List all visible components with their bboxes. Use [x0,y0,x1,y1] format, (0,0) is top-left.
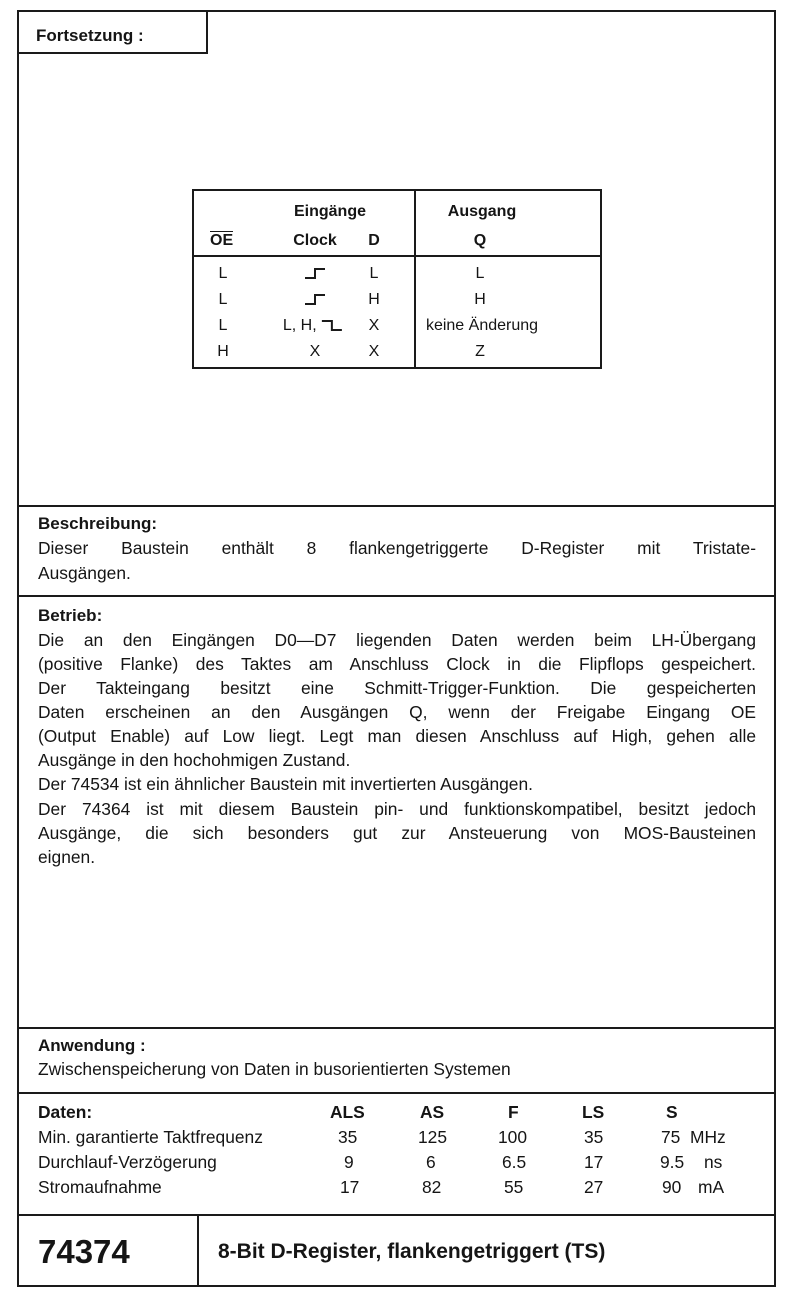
spec-name: Stromaufnahme [38,1177,162,1197]
row1-oe: L [218,265,228,282]
spec-value: 6 [426,1152,436,1172]
divider-application [17,1027,776,1029]
description-label: Beschreibung: [38,514,158,533]
operation-line-8: Der 74364 ist mit diesem Baustein pin- und funktionskompatibel, besitzt jedoch [38,799,756,819]
row3-oe: L [218,317,228,334]
row2-q: H [474,291,486,308]
family-ls: LS [582,1102,605,1122]
operation-label: Betrieb: [38,606,103,625]
rising-edge-icon [304,268,326,279]
part-number: 74374 [38,1233,130,1270]
operation-line-3: Der Takteingang besitzt eine Schmitt-Trigger-Funktion. Die gespeicherten [38,678,756,698]
divider-footer [17,1214,776,1216]
operation-line-6: Ausgänge in den hochohmigen Zustand. [38,750,351,770]
spec-value: 9 [344,1152,354,1172]
row4-q: Z [475,343,485,360]
spec-value: 100 [498,1127,528,1147]
row4-clock: X [309,343,321,360]
falling-edge-icon [321,320,343,331]
operation-line-7: Der 74534 ist ein ähnlicher Baustein mit invertierten Ausgängen. [38,774,533,794]
family-als: ALS [330,1102,365,1122]
col-header-d: D [368,232,380,249]
spec-value: 27 [584,1177,604,1197]
spec-value: 9.5 [660,1152,685,1172]
operation-line-10: eignen. [38,847,96,867]
family-s: S [666,1102,678,1122]
operation-line-2: (positive Flanke) des Taktes am Anschluss Clock in die Flipflops gespeichert. [38,654,756,674]
table-divider-horizontal [194,255,600,257]
spec-value: 17 [340,1177,360,1197]
application-label: Anwendung : [38,1036,146,1055]
col-header-clock: Clock [293,232,337,249]
row3-q: keine Änderung [425,317,539,334]
row1-q: L [475,265,485,282]
spec-value: 35 [338,1127,358,1147]
row2-d: H [368,291,380,308]
specs-row [38,1127,758,1152]
row3-clock [283,317,343,335]
spec-value: 17 [584,1152,604,1172]
description-line-2: Ausgängen. [38,563,131,583]
footer-divider-vertical [197,1214,199,1287]
specs-row [38,1152,758,1177]
col-header-q: Q [473,232,487,249]
row2-clock [304,291,326,309]
family-as: AS [420,1102,445,1122]
spec-unit: mA [698,1177,725,1197]
spec-unit: MHz [690,1127,726,1147]
spec-name: Min. garantierte Taktfrequenz [38,1127,263,1147]
spec-unit: ns [704,1152,723,1172]
spec-value: 82 [422,1177,442,1197]
operation-line-5: (Output Enable) auf Low liegt. Legt man diesen Anschluss auf High, gehen alle [38,726,756,746]
truth-table [192,189,602,369]
spec-value: 55 [504,1177,524,1197]
specs-label: Daten: [38,1102,93,1122]
row1-clock [304,265,326,283]
divider-description [17,505,776,507]
family-f: F [508,1102,519,1122]
continuation-label: Fortsetzung : [36,26,144,45]
spec-value: 90 [662,1177,682,1197]
spec-name: Durchlauf-Verzögerung [38,1152,217,1172]
divider-specs [17,1092,776,1094]
table-divider-vertical [414,191,416,367]
specs-row [38,1177,758,1202]
row3-d: X [368,317,380,334]
operation-line-9: Ausgänge, die sich besonders gut zur Ansteuerung von MOS-Bausteinen [38,823,756,843]
divider-operation [17,595,776,597]
col-header-oe: OE [210,232,234,249]
row2-oe: L [218,291,228,308]
row4-oe: H [217,343,229,360]
row1-d: L [369,265,379,282]
output-group-header: Ausgang [447,203,517,220]
inputs-group-header: Eingänge [293,203,367,220]
spec-value: 6.5 [502,1152,527,1172]
operation-line-1: Die an den Eingängen D0—D7 liegenden Daten werden beim LH-Übergang [38,630,756,650]
continuation-tab [17,10,208,54]
row4-d: X [368,343,380,360]
row3-clock-text: L, H, [282,317,317,334]
operation-line-4: Daten erscheinen an den Ausgängen Q, wenn der Freigabe Eingang OE [38,702,756,722]
application-text: Zwischenspeicherung von Daten in busorientierten Systemen [38,1059,511,1079]
spec-value: 35 [584,1127,604,1147]
spec-value: 125 [418,1127,448,1147]
part-title: 8-Bit D-Register, flankengetriggert (TS) [218,1240,606,1263]
specs-header-row [38,1102,758,1127]
spec-value: 75 [661,1127,681,1147]
description-line-1: Dieser Baustein enthält 8 flankengetriggerte D-Register mit Tristate- [38,538,756,558]
rising-edge-icon [304,294,326,305]
